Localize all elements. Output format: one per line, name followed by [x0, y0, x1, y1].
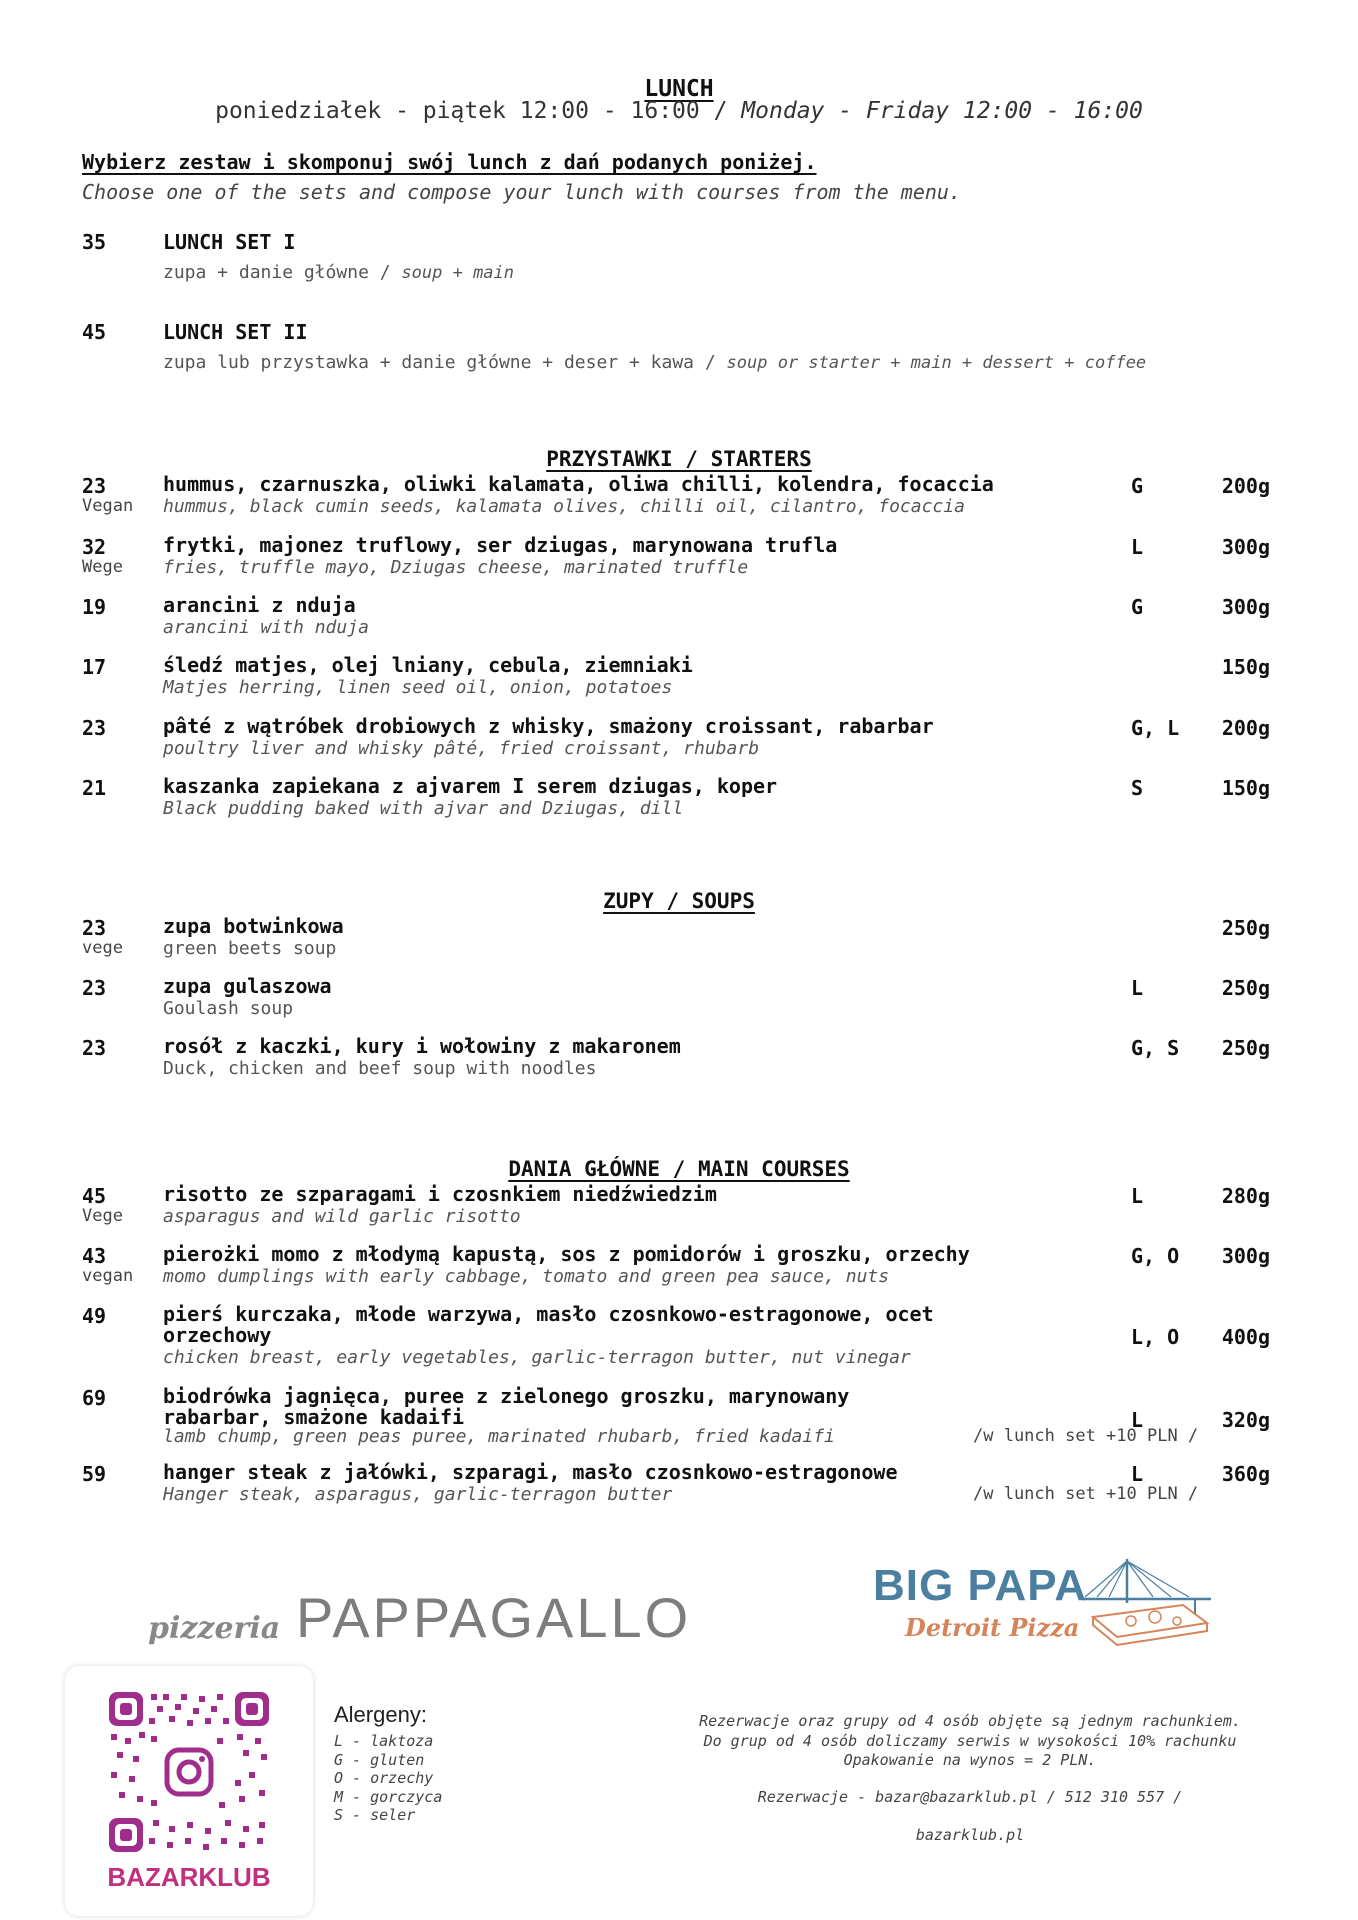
item-description: Matjes herring, linen seed oil, onion, potatoes: [163, 677, 673, 698]
item-name: zupa botwinkowa: [163, 914, 344, 938]
item-description: arancini with nduja: [163, 617, 369, 638]
allergens-title: Alergeny:: [334, 1702, 427, 1727]
item-weight: 150g: [1221, 655, 1270, 679]
item-description: Goulash soup: [163, 998, 294, 1019]
big-papa-wordmark: BIG PAPA: [873, 1561, 1088, 1610]
set-name: LUNCH SET II: [163, 320, 308, 344]
opening-hours: [0, 98, 1358, 124]
set-description: zupa lub przystawka + danie główne + deser + kawa / soup or starter + main + dessert + coffee: [163, 352, 1147, 373]
item-weight: 320g: [1221, 1408, 1270, 1432]
item-allergen: G, L: [1131, 716, 1180, 740]
allergens-list: [334, 1732, 442, 1825]
item-name: frytki, majonez truflowy, ser dziugas, marynowana trufla: [163, 533, 838, 557]
qr-code-icon: [109, 1692, 269, 1852]
set-price: 35: [82, 230, 107, 254]
item-price: 45: [82, 1184, 107, 1208]
item-note: /w lunch set +10 PLN /: [973, 1426, 1199, 1446]
item-diet: vegan: [82, 1266, 134, 1286]
bridge-pizza-icon: [1083, 1555, 1213, 1665]
item-description: fries, truffle mayo, Dziugas cheese, marinated truffle: [163, 557, 749, 578]
item-weight: 150g: [1221, 776, 1270, 800]
item-weight: 250g: [1221, 916, 1270, 940]
item-allergen: G: [1131, 595, 1144, 619]
item-price: 23: [82, 474, 107, 498]
reservation-info: [660, 1712, 1280, 1771]
item-name: biodrówka jagnięca, puree z zielonego groszku, marynowany rabarbar, smażone kadaifi: [163, 1384, 850, 1429]
item-price: 32: [82, 535, 107, 559]
item-allergen: G, S: [1131, 1036, 1180, 1060]
item-name: kaszanka zapiekana z ajvarem I serem dziugas, koper: [163, 774, 778, 798]
item-price: 23: [82, 716, 107, 740]
item-weight: 200g: [1221, 716, 1270, 740]
item-price: 21: [82, 776, 107, 800]
pizzeria-wordmark: pizzeria: [148, 1611, 281, 1646]
item-name: risotto ze szparagami i czosnkiem niedźwiedzim: [163, 1182, 717, 1206]
item-weight: 400g: [1221, 1325, 1270, 1349]
item-name: pâté z wątróbek drobiowych z whisky, smażony croissant, rabarbar: [163, 714, 934, 738]
item-description: lamb chump, green peas puree, marinated rhubarb, fried kadaifi: [163, 1426, 835, 1447]
item-allergen: L, O: [1131, 1325, 1180, 1349]
set-name: LUNCH SET I: [163, 230, 296, 254]
item-description: hummus, black cumin seeds, kalamata olives, chilli oil, cilantro, focaccia: [163, 496, 965, 517]
allergen-entry: S - seler: [334, 1806, 416, 1824]
hours-en: Monday - Friday 12:00 - 16:00: [741, 98, 1143, 124]
lunch-title: LUNCH: [644, 76, 714, 102]
item-weight: 300g: [1221, 595, 1270, 619]
item-name: zupa gulaszowa: [163, 974, 332, 998]
item-price: 23: [82, 1036, 107, 1060]
section-heading-soups: ZUPY / SOUPS: [603, 889, 755, 913]
section-heading-starters: PRZYSTAWKI / STARTERS: [546, 447, 812, 471]
item-diet: vege: [82, 938, 123, 958]
item-price: 43: [82, 1244, 107, 1268]
qr-label: BAZARKLUB: [107, 1862, 271, 1892]
allergen-entry: G - gluten: [334, 1750, 425, 1769]
item-price: 69: [82, 1386, 107, 1410]
item-description: momo dumplings with early cabbage, tomato and green pea sauce, nuts: [163, 1266, 890, 1287]
item-price: 23: [82, 916, 107, 940]
footer-line: Do grup od 4 osób doliczamy serwis w wysokości 10% rachunku: [703, 1731, 1237, 1750]
allergen-entry: O - orzechy: [334, 1769, 434, 1787]
item-diet: Wege: [82, 557, 123, 577]
item-description: chicken breast, early vegetables, garlic-terragon butter, nut vinegar: [163, 1347, 911, 1368]
allergen-entry: M - gorczyca: [334, 1787, 443, 1806]
detroit-pizza-wordmark: Detroit Pizza: [905, 1613, 1080, 1642]
hours-pl: poniedziałek - piątek 12:00 - 16:00 /: [215, 98, 728, 124]
item-allergen: G, O: [1131, 1244, 1180, 1268]
item-allergen: G: [1131, 474, 1144, 498]
item-price: 17: [82, 655, 107, 679]
pappagallo-logo: [148, 1585, 692, 1655]
item-weight: 280g: [1221, 1184, 1270, 1208]
item-name: arancini z nduja: [163, 593, 356, 617]
item-description: Black pudding baked with ajvar and Dziugas, dill: [163, 798, 684, 819]
item-weight: 360g: [1221, 1462, 1270, 1486]
pappagallo-wordmark: PAPPAGALLO: [296, 1586, 692, 1649]
section-heading-mains: DANIA GŁÓWNE / MAIN COURSES: [508, 1157, 850, 1181]
set-description: zupa + danie główne / soup + main: [163, 262, 515, 283]
item-description: green beets soup: [163, 938, 337, 959]
item-price: 59: [82, 1462, 107, 1486]
item-note: /w lunch set +10 PLN /: [973, 1484, 1199, 1504]
item-diet: Vegan: [82, 496, 134, 516]
item-allergen: L: [1131, 1184, 1144, 1208]
item-allergen: L: [1131, 1462, 1144, 1486]
item-allergen: S: [1131, 776, 1144, 800]
footer-line: Opakowanie na wynos = 2 PLN.: [843, 1751, 1097, 1769]
allergen-entry: L - laktoza: [334, 1732, 434, 1750]
intro-pl: Wybierz zestaw i skomponuj swój lunch z dań podanych poniżej.: [82, 150, 817, 174]
item-description: Duck, chicken and beef soup with noodles: [163, 1058, 597, 1079]
item-allergen: L: [1131, 535, 1144, 559]
big-papa-logo: [873, 1555, 1213, 1665]
item-diet: Vege: [82, 1206, 123, 1226]
footer-line: Rezerwacje oraz grupy od 4 osób objęte są jednym rachunkiem.: [699, 1712, 1241, 1730]
item-weight: 250g: [1221, 1036, 1270, 1060]
item-description: Hanger steak, asparagus, garlic-terragon butter: [163, 1484, 673, 1505]
item-name: śledź matjes, olej lniany, cebula, ziemniaki: [163, 653, 693, 677]
item-allergen: L: [1131, 976, 1144, 1000]
item-name: hummus, czarnuszka, oliwki kalamata, oliwa chilli, kolendra, focaccia: [163, 472, 994, 496]
item-description: asparagus and wild garlic risotto: [163, 1206, 521, 1227]
item-price: 49: [82, 1304, 107, 1328]
item-weight: 300g: [1221, 1244, 1270, 1268]
intro-en: Choose one of the sets and compose your lunch with courses from the menu.: [82, 180, 961, 204]
item-weight: 200g: [1221, 474, 1270, 498]
item-price: 19: [82, 595, 107, 619]
item-name: rosół z kaczki, kury i wołowiny z makaronem: [163, 1034, 681, 1058]
item-name: hanger steak z jałówki, szparagi, masło czosnkowo-estragonowe: [163, 1460, 898, 1484]
website-link[interactable]: bazarklub.pl: [915, 1826, 1025, 1844]
item-name: pierś kurczaka, młode warzywa, masło czosnkowo-estragonowe, ocet orzechowy: [163, 1302, 934, 1347]
item-allergen: L: [1131, 1408, 1144, 1432]
reservation-contact[interactable]: Rezerwacje - bazar@bazarklub.pl / 512 310 557 /: [757, 1788, 1183, 1806]
item-weight: 250g: [1221, 976, 1270, 1000]
item-weight: 300g: [1221, 535, 1270, 559]
instagram-qr-card[interactable]: [65, 1666, 313, 1916]
item-price: 23: [82, 976, 107, 1000]
set-price: 45: [82, 320, 107, 344]
item-name: pierożki momo z młodymą kapustą, sos z pomidorów i groszku, orzechy: [163, 1242, 970, 1266]
item-description: poultry liver and whisky pâté, fried croissant, rhubarb: [163, 738, 760, 759]
